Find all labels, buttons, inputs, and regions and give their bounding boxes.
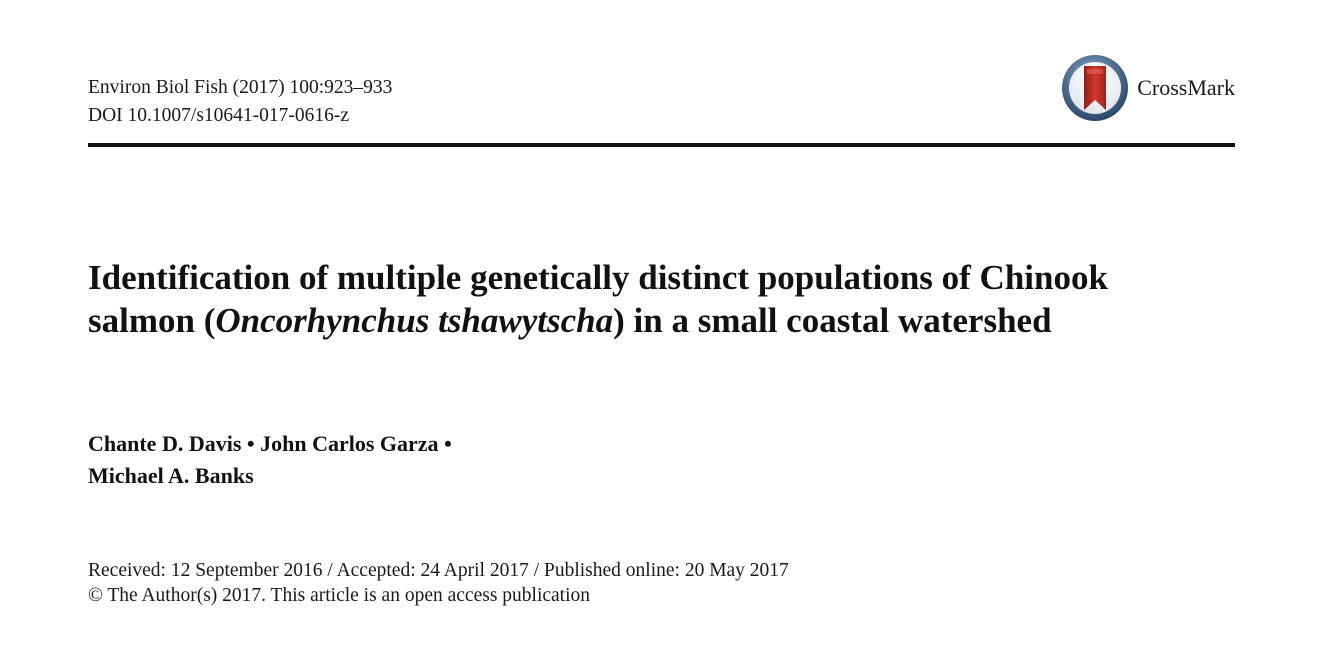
author-list [88,428,452,492]
article-title [88,256,1188,342]
header-divider [88,143,1235,147]
crossmark-badge[interactable] [1061,52,1235,124]
title-part-2: ) in a small coastal watershed [613,301,1052,340]
journal-citation: Environ Biol Fish (2017) 100:923–933 [88,77,393,98]
title-part-1: Identification of multiple genetically distinct populations of Chinook salmon ( [88,258,1108,340]
author-name[interactable]: John Carlos Garza [260,431,439,456]
page-header [88,74,1235,146]
copyright-notice: © The Author(s) 2017. This article is an open access publication [88,585,591,606]
doi[interactable]: DOI 10.1007/s10641-017-0616-z [88,105,350,126]
author-name[interactable]: Chante D. Davis [88,431,242,456]
crossmark-icon [1061,54,1129,122]
author-separator: • [246,431,255,456]
publication-dates: Received: 12 September 2016 / Accepted: 24 April 2017 / Published online: 20 May 2017 [88,560,789,581]
author-separator: • [444,431,452,456]
title-species-italic: Oncorhynchus tshawytscha [215,301,614,340]
crossmark-label: CrossMark [1137,75,1235,100]
author-name[interactable]: Michael A. Banks [88,463,254,488]
publication-info [88,558,789,608]
